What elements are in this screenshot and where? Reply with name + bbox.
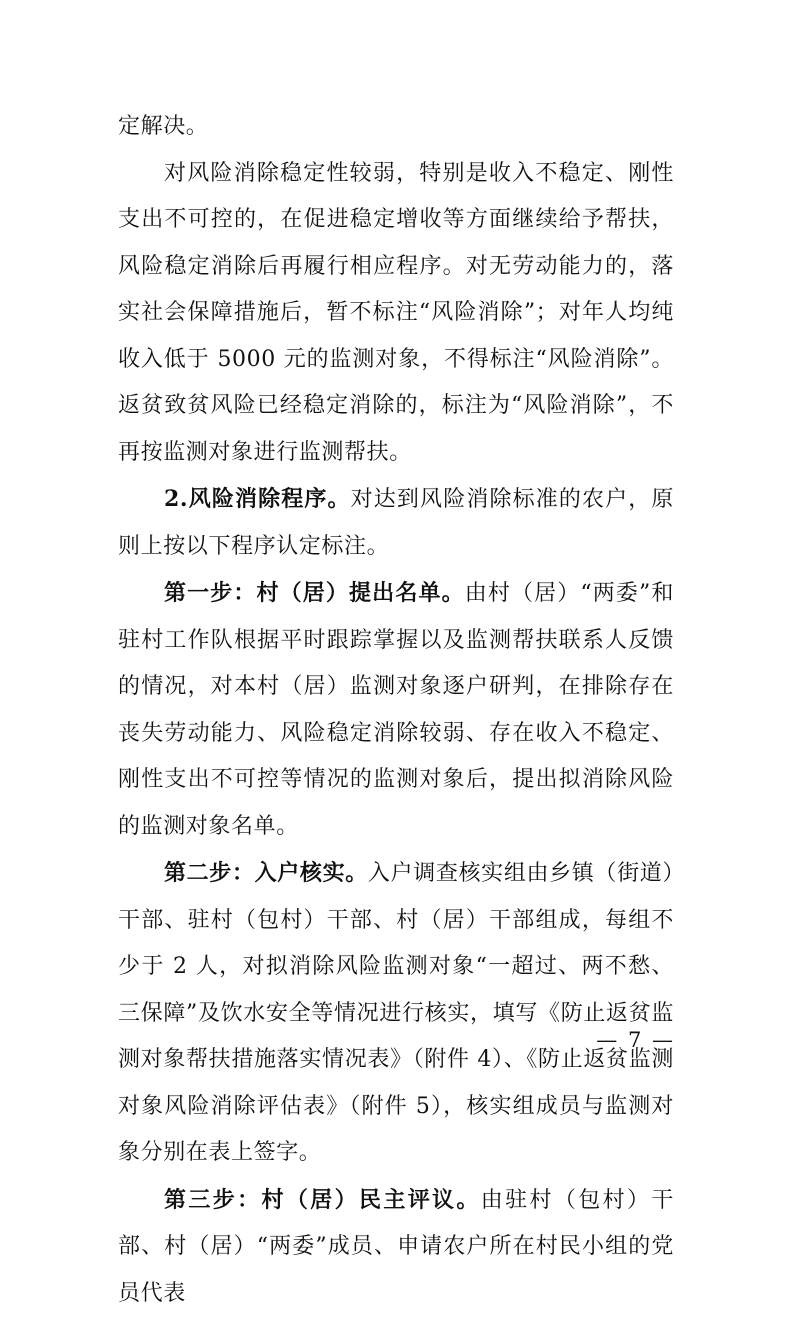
paragraph-text: 由村（居）“两委”和驻村工作队根据平时跟踪掌握以及监测帮扶联系人反馈的情况，对本村（居）监测对象逐户研判，在排除存在丧失劳动能力、风险稳定消除较弱、存在收入不稳定、刚性支出不可控等情况的监测对象后，提出拟消除风险的监测对象名单。 (118, 581, 674, 839)
paragraph-risk-stability (118, 151, 674, 477)
paragraph-text: 入户调查核实组由乡镇（街道）干部、驻村（包村）干部、村（居）干部组成，每组不少于 2 人，对拟消除风险监测对象“一超过、两不愁、三保障”及饮水安全等情况进行核实，填写《防止返贫监测对象帮扶措施落实情况表》（附件 4）、《防止返贫监测对象风险消除评估表》（附件 5），核实组成员与监测对象分别在表上签字。 (118, 861, 674, 1165)
section-heading: 2.风险消除程序。 (164, 486, 351, 512)
step-heading: 第二步：入户核实。 (164, 860, 368, 886)
paragraph-step-one (118, 570, 674, 850)
paragraph-text: 对达到风险消除标准的农户，原则上按以下程序认定标注。 (118, 487, 674, 559)
paragraph-continuation (118, 104, 674, 151)
paragraph-text: 定解决。 (118, 114, 208, 139)
step-heading: 第三步：村（居）民主评议。 (164, 1187, 481, 1213)
paragraph-step-two (118, 850, 674, 1177)
step-heading: 第一步：村（居）提出名单。 (164, 580, 465, 606)
paragraph-step-three (118, 1177, 674, 1317)
page-number: — 7 — (596, 1028, 675, 1052)
paragraph-procedure-heading (118, 476, 674, 570)
body-text (118, 104, 674, 1317)
paragraph-text: 对风险消除稳定性较弱，特别是收入不稳定、刚性支出不可控的，在促进稳定增收等方面继续给予帮扶，风险稳定消除后再履行相应程序。对无劳动能力的，落实社会保障措施后，暂不标注“风险消除”；对年人均纯收入低于 5000 元的监测对象，不得标注“风险消除”。返贫致贫风险已经稳定消除的，标注为“风险消除”，不再按监测对象进行监测帮扶。 (118, 161, 674, 465)
paragraph-text: 由驻村（包村）干部、村（居）“两委”成员、申请农户所在村民小组的党员代表 (118, 1188, 674, 1306)
